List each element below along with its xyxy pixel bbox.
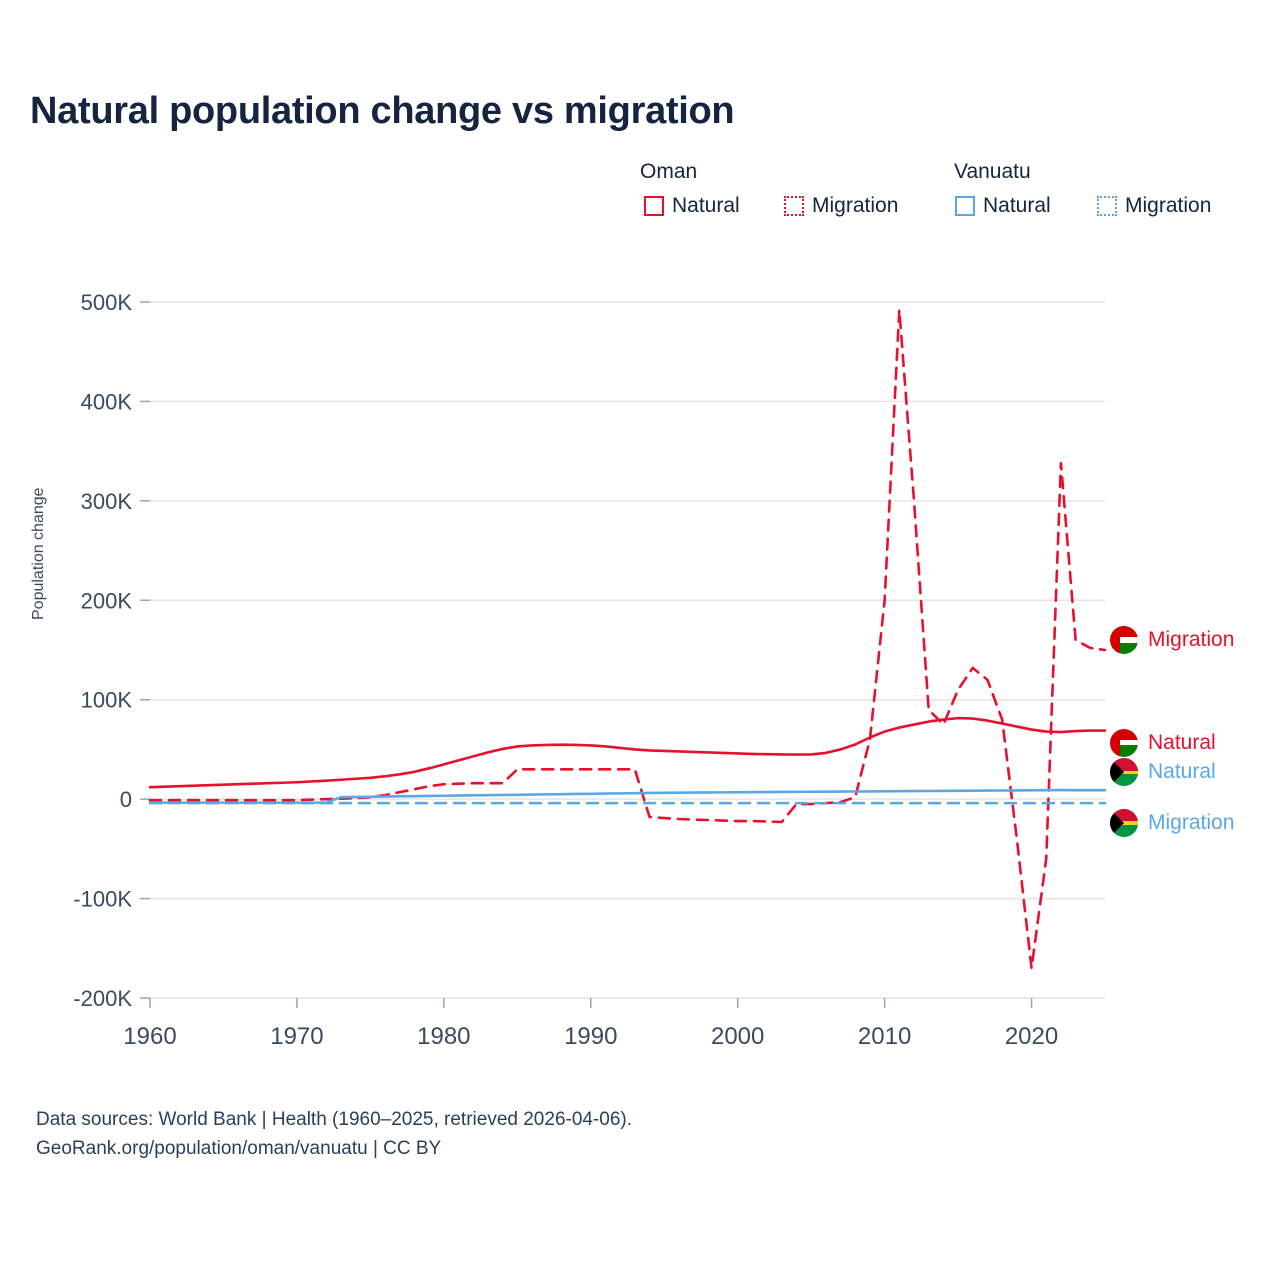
end-label-vanuatu-natural[interactable] [1110,758,1216,786]
x-axis-tick-label: 1960 [123,1023,177,1050]
footer-line-1: Data sources: World Bank | Health (1960–2025, retrieved 2026-04-06). [36,1109,633,1130]
vanuatu-flag-icon [1110,758,1138,786]
legend-item-oman-natural[interactable] [644,194,740,218]
x-axis-tick-label: 1970 [270,1023,324,1050]
x-axis-tick-label: 1980 [417,1023,471,1050]
vanuatu-flag-icon [1110,809,1138,837]
y-axis-tick-label: -100K [73,886,132,912]
y-axis-tick-label: 500K [80,290,132,315]
oman-migration-swatch-icon [784,196,804,216]
y-axis-tick-label: 100K [80,687,132,713]
legend-label: Migration [812,194,899,217]
legend-item-oman-migration[interactable] [784,194,898,218]
end-label-oman-natural[interactable] [1110,729,1216,757]
y-axis-tick-label: 0 [119,787,132,813]
legend-item-vanuatu-natural[interactable] [955,194,1051,218]
chart-svg [0,270,1280,1070]
end-label-vanuatu-migration[interactable] [1110,809,1234,837]
legend-label: Migration [1125,194,1212,217]
footer-line-2: GeoRank.org/population/oman/vanuatu | CC BY [36,1138,442,1160]
y-axis-tick-label: 400K [80,389,132,415]
end-label-oman-migration[interactable] [1110,626,1234,654]
oman-flag-icon [1110,729,1138,757]
oman-natural-swatch-icon [644,196,664,216]
page-title: Natural population change vs migration [30,90,735,132]
y-axis-label: Population change [30,487,47,620]
plot-area [0,270,1280,1070]
y-axis-tick-label: 300K [80,488,132,514]
legend-label: Natural [983,194,1051,217]
x-axis-tick-label: 2020 [1004,1023,1059,1050]
end-label-text: Migration [1148,628,1235,651]
legend-group-vanuatu-title: Vanuatu [954,160,1031,183]
end-label-text: Natural [1148,730,1216,754]
end-label-text: Migration [1148,811,1235,835]
vanuatu-migration-swatch-icon [1097,196,1117,216]
y-axis-tick-label: 200K [80,588,132,614]
x-axis-tick-label: 1990 [564,1023,618,1050]
legend-label: Natural [672,194,740,217]
x-axis-tick-label: 2010 [857,1023,912,1050]
x-axis-tick-label: 2000 [710,1023,765,1050]
end-label-text: Natural [1148,760,1216,784]
footer [36,1105,632,1164]
legend-group-headers [640,160,1260,190]
oman-flag-icon [1110,626,1138,654]
y-axis-tick-label: -200K [73,986,132,1011]
legend [640,160,1260,230]
series-line-oman-migration [150,310,1105,968]
vanuatu-natural-swatch-icon [955,196,975,216]
legend-item-vanuatu-migration[interactable] [1097,194,1211,218]
series-line-oman-natural [150,718,1105,787]
legend-items [640,194,1260,230]
legend-group-oman-title: Oman [640,160,698,183]
